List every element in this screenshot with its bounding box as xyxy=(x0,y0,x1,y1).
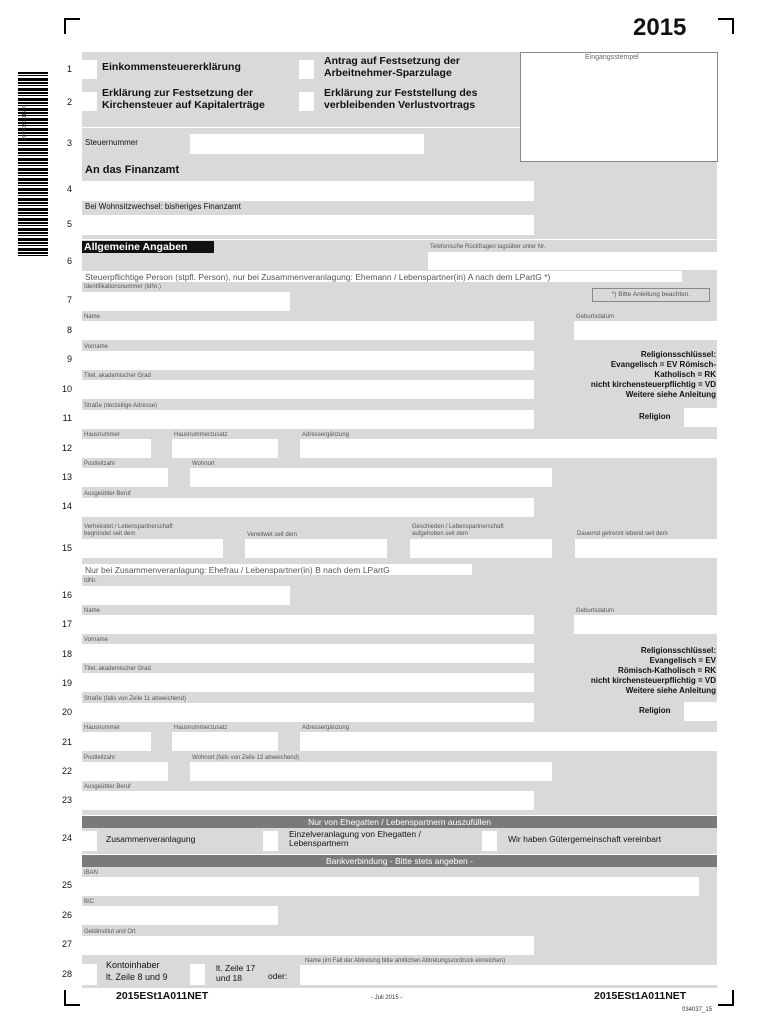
checkbox-einkommensteuererklaerung[interactable] xyxy=(82,60,97,79)
adressergaenzung-field[interactable] xyxy=(300,439,717,458)
adressergaenzung-b-label: Adressergänzung xyxy=(302,725,350,731)
crop-mark-top-right xyxy=(718,18,734,34)
line-number: 23 xyxy=(61,795,72,805)
form-code-left: 2015ESt1A011NET xyxy=(116,990,209,1002)
stamp-box xyxy=(520,52,718,162)
line-number: 4 xyxy=(66,184,72,194)
allgemeine-angaben-title: Allgemeine Angaben xyxy=(82,241,214,253)
steuernummer-label: Steuernummer xyxy=(85,138,138,147)
line-number: 1 xyxy=(66,64,72,74)
hausnummerzusatz-b-field[interactable] xyxy=(172,732,278,751)
beruf-label: Ausgeübter Beruf xyxy=(84,491,131,497)
geldinstitut-field[interactable] xyxy=(82,936,534,955)
line-number: 27 xyxy=(61,939,72,949)
option-arbeitnehmer-sparzulage: Antrag auf Festsetzung der Arbeitnehmer-Sparzulage xyxy=(324,55,460,79)
wohnort-b-label: Wohnort (falls von Zeile 13 abweichend) xyxy=(192,755,299,761)
checkbox-guetergemeinschaft[interactable] xyxy=(482,831,497,851)
getrennt-field[interactable] xyxy=(575,539,717,558)
line-number: 9 xyxy=(66,354,72,364)
option-kirchensteuer: Erklärung zur Festsetzung der Kirchensteuer auf Kapitalerträge xyxy=(102,87,265,111)
name-field[interactable] xyxy=(82,321,534,340)
titel-b-label: Titel, akademischer Grad xyxy=(84,666,151,672)
name-label: Name xyxy=(84,314,101,320)
wohnsitzwechsel-label: Bei Wohnsitzwechsel: bisheriges Finanzamt xyxy=(85,202,241,211)
hausnummer-b-field[interactable] xyxy=(82,732,151,751)
wohnort-label: Wohnort xyxy=(192,461,215,467)
titel-label: Titel, akademischer Grad xyxy=(84,373,151,379)
religion-b-label: Religion xyxy=(639,706,671,715)
anleitung-note: *) Bitte Anleitung beachten. xyxy=(592,288,710,302)
form-code-right: 2015ESt1A011NET xyxy=(594,990,687,1002)
bank-section-title: Bankverbindung - Bitte stets angeben - xyxy=(82,855,717,867)
beruf-b-field[interactable] xyxy=(82,791,534,810)
verheiratet-field[interactable] xyxy=(82,539,223,558)
kontoinhaber-label: Kontoinhaber lt. Zeile 8 und 9 xyxy=(106,960,168,982)
geburtsdatum-b-label: Geburtsdatum xyxy=(576,608,615,614)
einzelveranlagung-label: Einzelveranlagung von Ehegatten / Lebenspartnern xyxy=(289,829,421,848)
idnr-label: Identifikationsnummer (IdNr.) xyxy=(84,284,162,290)
vorname-b-label: Vorname xyxy=(84,637,109,643)
ehegatten-section-title: Nur von Ehegatten / Lebenspartnern auszufüllen xyxy=(82,816,717,828)
postleitzahl-b-label: Postleitzahl xyxy=(84,755,115,761)
line-number: 25 xyxy=(61,880,72,890)
line-number: 12 xyxy=(61,443,72,453)
line-number: 13 xyxy=(61,472,72,482)
religionsschluessel-info: Religionsschlüssel: Evangelisch = EV Römisch- Katholisch = RK nicht kirchensteuerpflichtig = VD Weitere siehe Anleitung xyxy=(590,350,716,399)
name-abtretung-label: Name (im Fall der Abtretung bitte amtlichen Abtretungsvordruck einreichen) xyxy=(305,958,506,964)
iban-label: IBAN xyxy=(84,870,99,876)
strasse-b-label: Straße (falls von Zeile 11 abweichend) xyxy=(84,696,186,702)
bic-field[interactable] xyxy=(82,906,278,925)
adressergaenzung-label: Adressergänzung xyxy=(302,432,350,438)
geburtsdatum-field[interactable] xyxy=(574,321,717,340)
checkbox-zusammenveranlagung[interactable] xyxy=(82,831,97,851)
line-number: 15 xyxy=(61,543,72,553)
line-number: 6 xyxy=(66,256,72,266)
finanzamt-field[interactable] xyxy=(82,181,534,201)
line-number: 18 xyxy=(61,649,72,659)
crop-mark-bottom-right xyxy=(718,990,734,1006)
line-number: 21 xyxy=(61,737,72,747)
strasse-field[interactable] xyxy=(82,410,534,429)
geschieden-field[interactable] xyxy=(410,539,552,558)
form-number: 034037_15 xyxy=(682,1007,713,1013)
line-number: 8 xyxy=(66,325,72,335)
finanzamt-title: An das Finanzamt xyxy=(85,164,180,176)
verwitwet-field[interactable] xyxy=(245,539,387,558)
idnr-field[interactable] xyxy=(82,292,290,311)
titel-field[interactable] xyxy=(82,380,534,399)
line-number: 26 xyxy=(61,910,72,920)
adressergaenzung-b-field[interactable] xyxy=(300,732,717,751)
option-verlustvortrag: Erklärung zur Feststellung des verbleibenden Verlustvortrags xyxy=(324,87,478,111)
verwitwet-label: Verwitwet seit dem xyxy=(247,532,298,538)
line-number: 2 xyxy=(66,97,72,107)
hausnummerzusatz-field[interactable] xyxy=(172,439,278,458)
line-number: 14 xyxy=(61,501,72,511)
line-number: 20 xyxy=(61,707,72,717)
steuernummer-field[interactable] xyxy=(190,134,424,154)
geburtsdatum-label: Geburtsdatum xyxy=(576,314,615,320)
line-number: 22 xyxy=(61,766,72,776)
hausnummer-field[interactable] xyxy=(82,439,151,458)
telefon-label: Telefonische Rückfragen tagsüber unter Nr. xyxy=(430,244,546,250)
option-einkommensteuererklaerung: Einkommensteuererklärung xyxy=(102,61,241,73)
beruf-b-label: Ausgeübter Beruf xyxy=(84,784,131,790)
hausnummerzusatz-label: Hausnummerzusatz xyxy=(174,432,228,438)
checkbox-kirchensteuer[interactable] xyxy=(82,92,97,111)
strasse-label: Straße (derzeitige Adresse) xyxy=(84,403,158,409)
idnr-b-field[interactable] xyxy=(82,586,290,605)
line-number: 11 xyxy=(62,413,72,423)
religion-b-field[interactable] xyxy=(684,702,717,721)
checkbox-kontoinhaber-a[interactable] xyxy=(82,964,97,985)
hausnummer-b-label: Hausnummer xyxy=(84,725,121,731)
bisheriges-finanzamt-field[interactable] xyxy=(82,215,534,235)
hausnummerzusatz-b-label: Hausnummerzusatz xyxy=(174,725,228,731)
line-number: 10 xyxy=(61,384,72,394)
crop-mark-bottom-left xyxy=(64,990,80,1006)
line-number: 7 xyxy=(66,295,72,305)
postleitzahl-label: Postleitzahl xyxy=(84,461,115,467)
line-number: 5 xyxy=(66,219,72,229)
zeile17-label: lt. Zeile 17 und 18 xyxy=(216,963,256,983)
checkbox-verlustvortrag[interactable] xyxy=(299,92,314,111)
name-abtretung-field[interactable] xyxy=(300,965,717,985)
wohnort-b-field[interactable] xyxy=(190,762,552,781)
checkbox-arbeitnehmer-sparzulage[interactable] xyxy=(299,60,314,79)
vorname-field[interactable] xyxy=(82,351,534,370)
crop-mark-top-left xyxy=(64,18,80,34)
line-number: 24 xyxy=(61,833,72,843)
geldinstitut-label: Geldinstitut und Ort xyxy=(84,929,136,935)
oder-label: oder: xyxy=(268,971,288,981)
telefon-field[interactable] xyxy=(428,252,717,270)
line-number: 3 xyxy=(66,138,72,148)
stamp-label: Eingangsstempel xyxy=(585,54,639,61)
vorname-label: Vorname xyxy=(84,344,109,350)
form-year: 2015 xyxy=(633,14,687,41)
religion-label: Religion xyxy=(639,412,671,421)
beruf-field[interactable] xyxy=(82,498,534,517)
line-number: 28 xyxy=(61,969,72,979)
barcode-id: 2015030111201 xyxy=(22,104,28,140)
divider xyxy=(82,127,520,128)
checkbox-kontoinhaber-b[interactable] xyxy=(190,964,205,985)
zusammenveranlagung-label: Zusammenveranlagung xyxy=(106,834,196,844)
person-b-title: Nur bei Zusammenveranlagung: Ehefrau / Lebenspartner(in) B nach dem LPartG xyxy=(85,565,390,575)
line-number: 16 xyxy=(61,590,72,600)
idnr-b-label: IdNr. xyxy=(84,578,97,584)
verheiratet-label: Verheiratet / Lebenspartnerschaft begründet seit dem xyxy=(84,524,173,537)
name-b-label: Name xyxy=(84,608,101,614)
hausnummer-label: Hausnummer xyxy=(84,432,121,438)
religion-field[interactable] xyxy=(684,408,717,427)
religionsschluessel-b-info: Religionsschlüssel: Evangelisch = EV Römisch-Katholisch = RK nicht kirchensteuerpflichtig = VD Weitere siehe Anleitung xyxy=(590,646,716,695)
strasse-b-field[interactable] xyxy=(82,703,534,722)
titel-b-field[interactable] xyxy=(82,673,534,692)
iban-field[interactable] xyxy=(82,877,699,896)
geburtsdatum-b-field[interactable] xyxy=(574,615,717,634)
line-number: 17 xyxy=(61,619,72,629)
checkbox-einzelveranlagung[interactable] xyxy=(263,831,278,851)
getrennt-label: Dauernd getrennt lebend seit dem xyxy=(577,531,668,537)
form-date: - Juli 2015 - xyxy=(371,995,403,1001)
wohnort-field[interactable] xyxy=(190,468,552,487)
guetergemeinschaft-label: Wir haben Gütergemeinschaft vereinbart xyxy=(508,834,662,844)
line-number: 19 xyxy=(61,678,72,688)
name-b-field[interactable] xyxy=(82,615,534,634)
bic-label: BIC xyxy=(84,899,95,905)
vorname-b-field[interactable] xyxy=(82,644,534,663)
geschieden-label: Geschieden / Lebenspartnerschaft aufgehoben seit dem xyxy=(412,524,504,537)
postleitzahl-b-field[interactable] xyxy=(82,762,168,781)
person-a-title: Steuerpflichtige Person (stpfl. Person), nur bei Zusammenveranlagung: Ehemann / Lebenspartner(in) A nach dem LPartG *) xyxy=(85,272,551,282)
postleitzahl-field[interactable] xyxy=(82,468,168,487)
